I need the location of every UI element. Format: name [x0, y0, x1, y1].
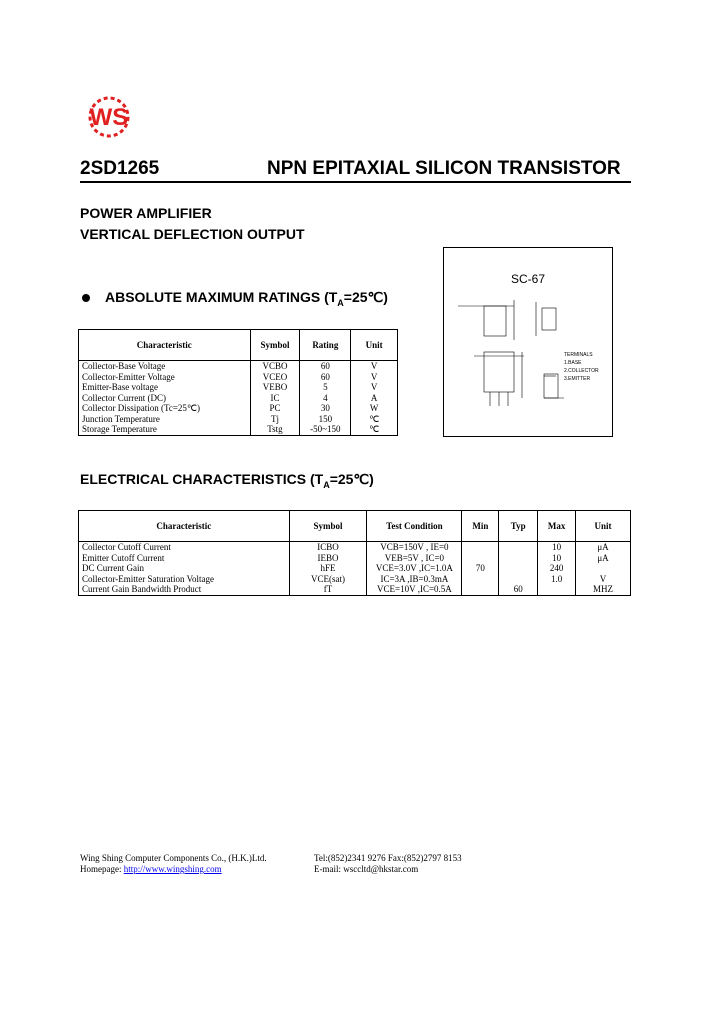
table-cell: IC=3A ,IB=0.3mA: [367, 574, 462, 585]
table-cell: Collector-Emitter Saturation Voltage: [79, 574, 290, 585]
column-header: Symbol: [289, 511, 367, 542]
table-cell: V: [351, 382, 398, 393]
absolute-ratings-table: [78, 329, 398, 436]
table-cell: Emitter Cutoff Current: [79, 553, 290, 564]
table-cell: IC: [250, 393, 300, 404]
table-row: [79, 403, 398, 414]
table-cell: 240: [538, 563, 576, 574]
company-logo: [80, 95, 138, 139]
table-cell: 60: [300, 372, 351, 383]
table-cell: 1.0: [538, 574, 576, 585]
table-cell: Storage Temperature: [79, 424, 251, 435]
absolute-ratings-heading: ABSOLUTE MAXIMUM RATINGS $(T_A=25℃)$: [105, 289, 388, 308]
table-cell: hFE: [289, 563, 367, 574]
table-cell: VCBO: [250, 361, 300, 372]
table-cell: fT: [289, 584, 367, 595]
table-cell: PC: [250, 403, 300, 414]
table-cell: [576, 563, 631, 574]
table-row: [79, 563, 631, 574]
table-cell: [462, 574, 499, 585]
table-cell: Collector Cutoff Current: [79, 542, 290, 553]
table-cell: 5: [300, 382, 351, 393]
table-cell: VCE(sat): [289, 574, 367, 585]
footer-email: E-mail: wsccltd@hkstar.com: [314, 864, 419, 874]
table-cell: 60: [300, 361, 351, 372]
table-row: [79, 382, 398, 393]
part-number: 2SD1265: [80, 158, 160, 179]
table-cell: μA: [576, 542, 631, 553]
column-header: Characteristic: [79, 511, 290, 542]
table-cell: 70: [462, 563, 499, 574]
table-cell: MHZ: [576, 584, 631, 595]
table-cell: Collector-Emitter Voltage: [79, 372, 251, 383]
column-header: Characteristic: [79, 330, 251, 361]
subtitle-application-1: POWER AMPLIFIER: [80, 205, 212, 221]
table-cell: 4: [300, 393, 351, 404]
column-header: Typ: [499, 511, 538, 542]
table-row: [79, 542, 631, 553]
footer-phone-fax: Tel:(852)2341 9276 Fax:(852)2797 8153: [314, 853, 462, 863]
subtitle-application-2: VERTICAL DEFLECTION OUTPUT: [80, 226, 305, 242]
electrical-characteristics-heading: ELECTRICAL CHARACTERISTICS $(T_A=25℃)$: [80, 471, 374, 490]
table-cell: VCE=10V ,IC=0.5A: [367, 584, 462, 595]
table-cell: Collector-Base Voltage: [79, 361, 251, 372]
header-divider: [80, 181, 631, 183]
table-cell: Tstg: [250, 424, 300, 435]
table-cell: VCB=150V , IE=0: [367, 542, 462, 553]
table-row: [79, 424, 398, 435]
footer-homepage: [80, 864, 222, 874]
table-cell: Collector Current (DC): [79, 393, 251, 404]
table-cell: [499, 563, 538, 574]
terminals-label: TERMINALS: [564, 352, 593, 358]
footer-company: Wing Shing Computer Components Co., (H.K.)Ltd.: [80, 853, 267, 863]
column-header: Rating: [300, 330, 351, 361]
table-row: [79, 584, 631, 595]
table-cell: V: [576, 574, 631, 585]
table-cell: VCE=3.0V ,IC=1.0A: [367, 563, 462, 574]
table-cell: [462, 584, 499, 595]
table-header-row: [79, 511, 631, 542]
table-cell: 10: [538, 542, 576, 553]
table-cell: [462, 542, 499, 553]
table-cell: [499, 542, 538, 553]
table-row: [79, 574, 631, 585]
table-cell: VEBO: [250, 382, 300, 393]
terminal-1-label: 1.BASE: [564, 360, 582, 366]
terminal-3-label: 3.EMITTER: [564, 376, 591, 382]
column-header: Max: [538, 511, 576, 542]
column-header: Min: [462, 511, 499, 542]
table-cell: Emitter-Base voltage: [79, 382, 251, 393]
table-cell: ℃: [351, 424, 398, 435]
table-cell: 150: [300, 414, 351, 425]
column-header: Symbol: [250, 330, 300, 361]
table-cell: [538, 584, 576, 595]
table-cell: IEBO: [289, 553, 367, 564]
table-cell: [462, 553, 499, 564]
terminal-2-label: 2.COLLECTOR: [564, 368, 599, 374]
table-row: [79, 372, 398, 383]
table-cell: Collector Dissipation (Tc=25℃): [79, 403, 251, 414]
table-cell: 60: [499, 584, 538, 595]
table-cell: DC Current Gain: [79, 563, 290, 574]
bullet-point: [82, 294, 90, 302]
table-cell: [499, 553, 538, 564]
table-cell: μA: [576, 553, 631, 564]
package-name: SC-67: [510, 272, 545, 286]
table-row: [79, 414, 398, 425]
table-cell: VCEO: [250, 372, 300, 383]
electrical-characteristics-table: [78, 510, 631, 596]
table-cell: V: [351, 372, 398, 383]
table-cell: W: [351, 403, 398, 414]
svg-text:WS: WS: [89, 104, 129, 131]
column-header: Test Condition: [367, 511, 462, 542]
table-cell: Junction Temperature: [79, 414, 251, 425]
table-cell: Tj: [250, 414, 300, 425]
table-cell: [499, 574, 538, 585]
table-cell: ICBO: [289, 542, 367, 553]
footer-homepage-label: Homepage:: [80, 864, 122, 874]
page-title: NPN EPITAXIAL SILICON TRANSISTOR: [267, 158, 621, 179]
package-outline-drawing: [444, 248, 612, 436]
table-row: [79, 361, 398, 372]
column-header: Unit: [576, 511, 631, 542]
table-cell: 30: [300, 403, 351, 414]
table-cell: 10: [538, 553, 576, 564]
table-cell: VEB=5V , IC=0: [367, 553, 462, 564]
table-row: [79, 553, 631, 564]
table-cell: V: [351, 361, 398, 372]
homepage-link[interactable]: http://www.wingshing.com: [123, 864, 222, 874]
table-row: [79, 393, 398, 404]
table-cell: Current Gain Bandwidth Product: [79, 584, 290, 595]
table-cell: -50~150: [300, 424, 351, 435]
package-diagram: [443, 247, 613, 437]
column-header: Unit: [351, 330, 398, 361]
table-header-row: [79, 330, 398, 361]
table-cell: A: [351, 393, 398, 404]
table-cell: ℃: [351, 414, 398, 425]
